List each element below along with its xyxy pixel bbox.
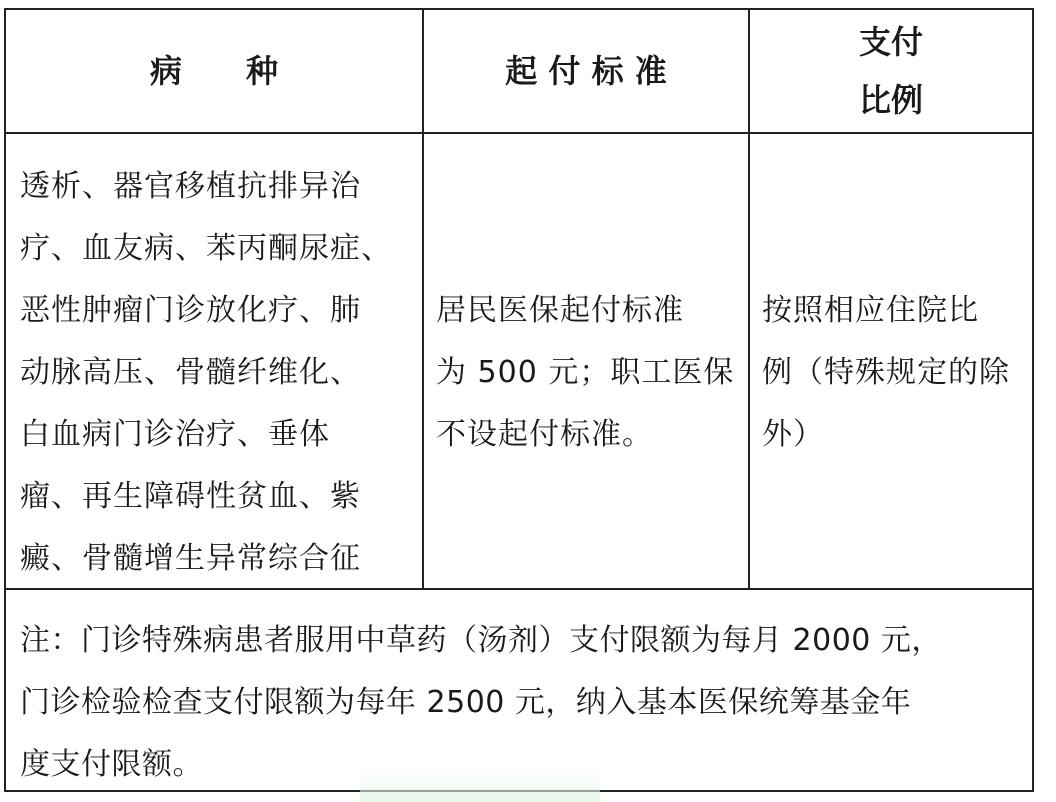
header-disease-label: 病 种 xyxy=(149,52,278,90)
ratio-line: 按照相应住院比 xyxy=(762,293,979,328)
threshold-line: 不设起付标准。 xyxy=(436,417,653,452)
bottom-watermark-tint xyxy=(360,770,600,802)
header-disease xyxy=(6,10,422,132)
ratio-line: 例（特殊规定的除 xyxy=(762,355,1010,390)
disease-line: 白血病门诊治疗、垂体 xyxy=(20,417,330,452)
header-ratio xyxy=(750,10,1032,132)
header-threshold-label: 起 付 标 准 xyxy=(505,52,667,90)
disease-line: 瘤、再生障碍性贫血、紫 xyxy=(20,479,361,514)
note-line: 度支付限额。 xyxy=(20,747,203,782)
threshold-cell xyxy=(436,280,746,480)
disease-line: 动脉高压、骨髓纤维化、 xyxy=(20,355,361,390)
note-line: 门诊检验检查支付限额为每年 2500 元，纳入基本医保统筹基金年 xyxy=(20,685,912,720)
disease-line: 透析、器官移植抗排异治 xyxy=(20,169,361,204)
note-line: 注：门诊特殊病患者服用中草药（汤剂）支付限额为每月 2000 元， xyxy=(20,623,942,658)
disease-line: 恶性肿瘤门诊放化疗、肺 xyxy=(20,293,361,328)
threshold-line: 居民医保起付标准 xyxy=(436,293,684,328)
header-ratio-label-1: 支付 xyxy=(858,23,923,61)
disease-line: 癜、骨髓增生异常综合征 xyxy=(20,541,361,576)
header-threshold xyxy=(424,10,748,132)
ratio-cell xyxy=(762,280,1032,480)
disease-line: 疗、血友病、苯丙酮尿症、 xyxy=(20,231,392,266)
disease-list-cell xyxy=(20,156,420,586)
policy-table xyxy=(4,8,1034,792)
header-ratio-label-2: 比例 xyxy=(858,81,923,119)
threshold-line: 为 500 元；职工医保 xyxy=(436,355,735,390)
ratio-line: 外） xyxy=(762,417,824,452)
header-divider xyxy=(6,132,1032,134)
note-cell xyxy=(20,610,1030,790)
